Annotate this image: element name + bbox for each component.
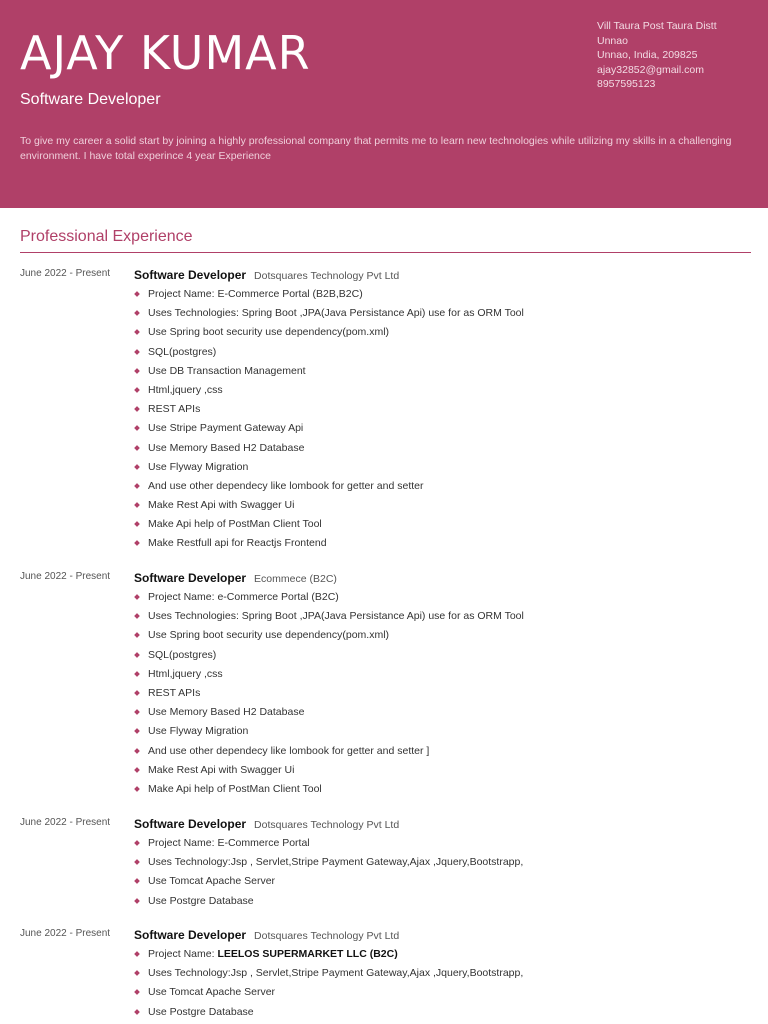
bullet-marker xyxy=(134,709,140,715)
bullet-marker xyxy=(134,970,140,976)
job-role: Software Developer xyxy=(134,817,247,831)
bullet-item xyxy=(134,648,524,667)
bullet-text: Use Flyway Migration xyxy=(148,725,249,738)
bullet-item xyxy=(134,325,524,344)
bullet-item xyxy=(134,460,524,479)
bullet-marker xyxy=(134,368,140,374)
bullet-marker xyxy=(134,951,140,957)
job-role: Software Developer xyxy=(134,571,247,585)
bullet-item xyxy=(134,1005,523,1024)
address-line-2: Unnao xyxy=(597,34,628,47)
bullet-text: Project Name: E-Commerce Portal xyxy=(148,837,310,849)
bullet-item xyxy=(134,855,523,874)
bullet-marker xyxy=(134,748,140,754)
section-title-experience: Professional Experience xyxy=(20,228,193,245)
bullet-text: Make Restfull api for Reactjs Frontend xyxy=(148,537,327,550)
bullet-marker xyxy=(134,425,140,431)
job-company: Ecommece (B2C) xyxy=(254,573,337,585)
bullet-text: Project Name: E-Commerce Portal (B2B,B2C) xyxy=(148,288,363,300)
bullet-marker xyxy=(134,728,140,734)
bullet-text: Uses Technology:Jsp , Servlet,Stripe Payment Gateway,Ajax ,Jquery,Bootstrapp, xyxy=(148,856,524,869)
bullet-marker xyxy=(134,767,140,773)
bullet-item xyxy=(134,836,523,855)
resume-header xyxy=(0,0,768,208)
bullet-marker xyxy=(134,541,140,547)
bullet-marker xyxy=(134,859,140,865)
bullet-marker xyxy=(134,310,140,316)
bullet-text: Uses Technology:Jsp , Servlet,Stripe Payment Gateway,Ajax ,Jquery,Bootstrapp, xyxy=(148,967,524,980)
bullet-text: Make Api help of PostMan Client Tool xyxy=(148,782,322,795)
bullet-item xyxy=(134,364,524,383)
bullet-marker xyxy=(134,502,140,508)
bullet-marker xyxy=(134,387,140,393)
job-company: Dotsquares Technology Pvt Ltd xyxy=(254,930,400,942)
job-date: June 2022 - Present xyxy=(20,928,111,939)
bullet-text: Use Tomcat Apache Server xyxy=(148,875,276,888)
bullet-text: Html,jquery ,css xyxy=(148,667,223,680)
bullet-text: Use Memory Based H2 Database xyxy=(148,706,305,719)
bullet-text: Use Spring boot security use dependency(pom.xml) xyxy=(148,629,390,642)
bullet-item xyxy=(134,441,524,460)
bullet-text: Make Rest Api with Swagger Ui xyxy=(148,763,295,776)
bullet-marker xyxy=(134,990,140,996)
bullet-text: Make Api help of PostMan Client Tool xyxy=(148,518,322,531)
bullet-text: Project Name: e-Commerce Portal (B2C) xyxy=(148,591,339,603)
bullet-text: Use Postgre Database xyxy=(148,894,254,907)
bullet-text: Use Stripe Payment Gateway Api xyxy=(148,422,304,435)
bullet-item xyxy=(134,894,523,913)
bullet-item xyxy=(134,667,524,686)
bullet-item xyxy=(134,306,524,325)
bullet-item xyxy=(134,609,524,628)
bullet-text: Use Tomcat Apache Server xyxy=(148,986,276,999)
job-bullets xyxy=(134,836,523,913)
bullet-text: Use Postgre Database xyxy=(148,1005,254,1018)
job-role: Software Developer xyxy=(134,268,247,282)
bullet-item xyxy=(134,402,524,421)
bullet-text-bold-tail: (B2C) xyxy=(366,948,398,960)
bullet-text: And use other dependecy like lombook for getter and setter xyxy=(148,479,424,492)
bullet-text: Use Flyway Migration xyxy=(148,460,249,473)
candidate-title: Software Developer xyxy=(20,91,161,108)
bullet-item xyxy=(134,966,523,985)
bullet-item xyxy=(134,536,524,555)
bullet-marker xyxy=(134,671,140,677)
bullet-item xyxy=(134,874,523,893)
job-bullets xyxy=(134,287,524,556)
phone-number: 8957595123 xyxy=(597,78,656,90)
job-company: Dotsquares Technology Pvt Ltd xyxy=(254,819,400,831)
bullet-item xyxy=(134,383,524,402)
bullet-item xyxy=(134,782,524,801)
bullet-item xyxy=(134,985,523,1004)
bullet-item xyxy=(134,287,524,306)
job-company: Dotsquares Technology Pvt Ltd xyxy=(254,270,400,282)
job-header xyxy=(134,570,337,587)
bullet-marker xyxy=(134,349,140,355)
bullet-item xyxy=(134,947,523,966)
job-date: June 2022 - Present xyxy=(20,268,111,279)
bullet-item xyxy=(134,724,524,743)
bullet-text: And use other dependecy like lombook for getter and setter ] xyxy=(148,744,430,757)
bullet-marker xyxy=(134,445,140,451)
bullet-marker xyxy=(134,521,140,527)
bullet-item xyxy=(134,686,524,705)
bullet-item xyxy=(134,421,524,440)
bullet-marker xyxy=(134,594,140,600)
bullet-item xyxy=(134,763,524,782)
address-line-3: Unnao, India, 209825 xyxy=(597,49,698,61)
bullet-item xyxy=(134,498,524,517)
job-date: June 2022 - Present xyxy=(20,817,111,828)
job-header xyxy=(134,816,399,833)
bullet-text: Use DB Transaction Management xyxy=(148,364,306,377)
bullet-marker xyxy=(134,652,140,658)
address-line-1: Vill Taura Post Taura Distt xyxy=(597,20,717,32)
bullet-text: SQL(postgres) xyxy=(148,345,217,358)
bullet-marker xyxy=(134,840,140,846)
bullet-item xyxy=(134,705,524,724)
bullet-item xyxy=(134,590,524,609)
bullet-text: Project Name: xyxy=(148,948,218,960)
job-header xyxy=(134,927,399,944)
candidate-name: AJAY KUMAR xyxy=(20,26,311,80)
job-role: Software Developer xyxy=(134,928,247,942)
bullet-text: Uses Technologies: Spring Boot ,JPA(Java Persistance Api) use for as ORM Tool xyxy=(148,307,524,320)
bullet-item xyxy=(134,744,524,763)
bullet-marker xyxy=(134,291,140,297)
job-bullets xyxy=(134,947,523,1024)
bullet-text: REST APIs xyxy=(148,403,201,416)
bullet-text: SQL(postgres) xyxy=(148,648,217,661)
job-date: June 2022 - Present xyxy=(20,571,111,582)
job-bullets xyxy=(134,590,524,801)
email-link[interactable]: ajay32852@gmail.com xyxy=(597,63,704,76)
bullet-item xyxy=(134,517,524,536)
bullet-text-bold: LEELOS SUPERMARKET LLC xyxy=(217,948,367,960)
section-divider xyxy=(20,252,751,253)
bullet-text: Make Rest Api with Swagger Ui xyxy=(148,499,295,512)
bullet-text: Use Spring boot security use dependency(pom.xml) xyxy=(148,326,390,339)
bullet-text: Use Memory Based H2 Database xyxy=(148,441,305,454)
bullet-marker xyxy=(134,330,140,336)
bullet-marker xyxy=(134,613,140,619)
bullet-marker xyxy=(134,690,140,696)
bullet-text: REST APIs xyxy=(148,686,201,699)
bullet-text: Html,jquery ,css xyxy=(148,383,223,396)
contact-block xyxy=(597,19,762,92)
bullet-item xyxy=(134,345,524,364)
bullet-item xyxy=(134,628,524,647)
bullet-marker xyxy=(134,483,140,489)
bullet-item xyxy=(134,479,524,498)
bullet-marker xyxy=(134,786,140,792)
bullet-marker xyxy=(134,464,140,470)
job-header xyxy=(134,267,399,284)
bullet-marker xyxy=(134,633,140,639)
bullet-marker xyxy=(134,879,140,885)
career-summary: To give my career a solid start by joining a highly professional company that permits me to learn new technologies while utilizing my skills in a challenging environment. I have total experince 4 year Experience xyxy=(20,135,732,162)
bullet-marker xyxy=(134,406,140,412)
bullet-text: Uses Technologies: Spring Boot ,JPA(Java Persistance Api) use for as ORM Tool xyxy=(148,610,524,623)
bullet-marker xyxy=(134,898,140,904)
bullet-marker xyxy=(134,1009,140,1015)
